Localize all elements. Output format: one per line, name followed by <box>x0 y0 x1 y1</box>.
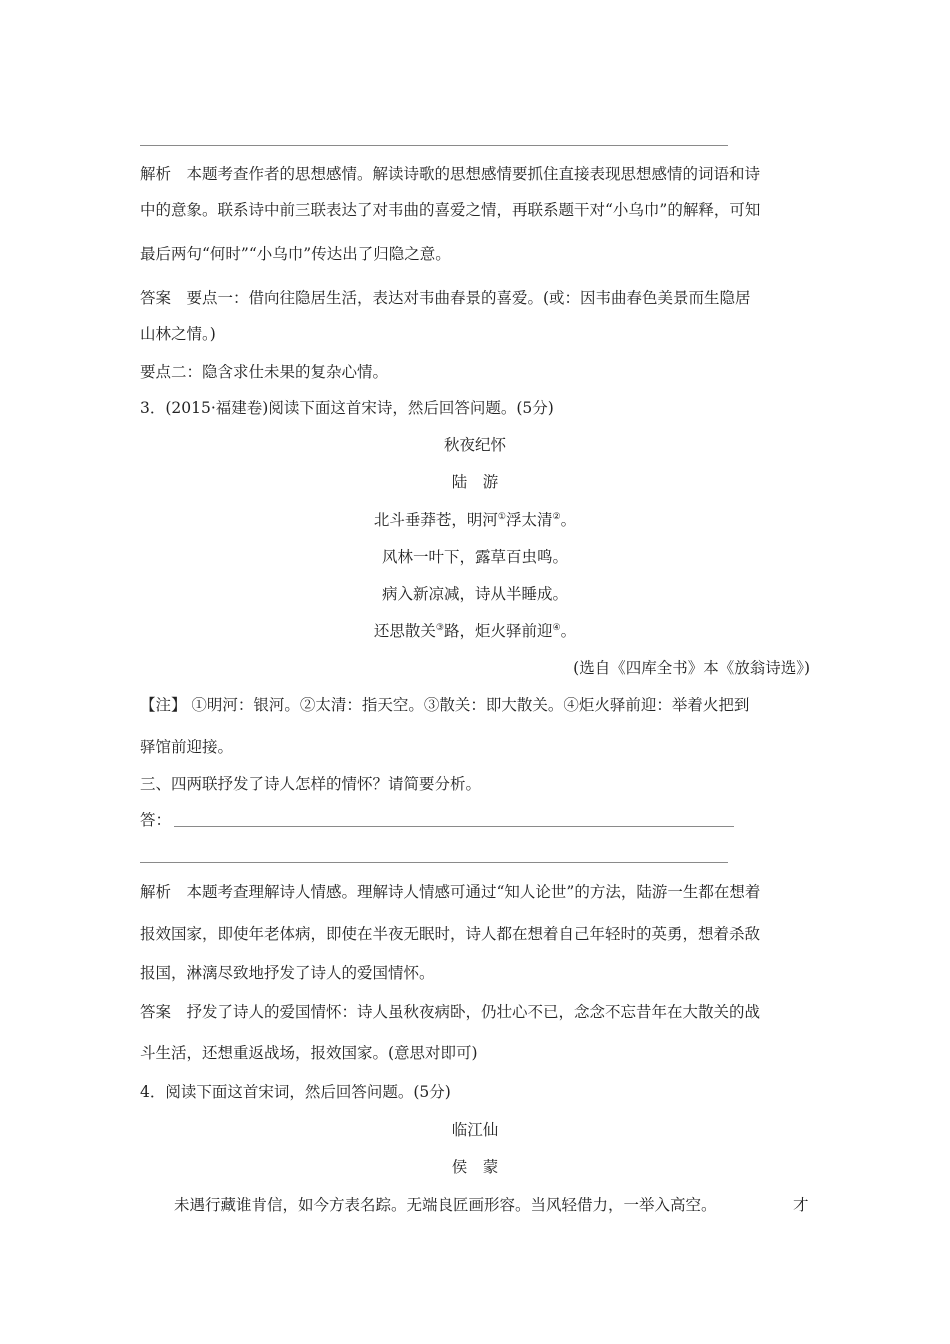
poem-line: 风林一叶下，露草百虫鸣。 <box>381 548 568 566</box>
footnote-marker: ① <box>497 511 506 522</box>
question-3-prompt: 3．(2015·福建卷)阅读下面这首宋诗，然后回答问题。(5分) <box>140 399 554 417</box>
poem-author: 侯 蒙 <box>451 1158 499 1176</box>
poem-text-line-tail: 才 <box>793 1196 809 1214</box>
footnote-marker: ② <box>552 511 561 522</box>
poem-source: (选自《四库全书》本《放翁诗选》) <box>573 659 810 677</box>
analysis-line: 解析 本题考查理解诗人情感。理解诗人情感可通过“知人论世”的方法，陆游一生都在想着 <box>140 883 761 901</box>
poem-author: 陆 游 <box>451 473 499 491</box>
poem-line: 病入新凉减，诗从半睡成。 <box>381 585 568 603</box>
footnote-marker: ③ <box>435 622 444 633</box>
answer-line: 斗生活，还想重返战场，报效国家。(意思对即可) <box>140 1044 478 1062</box>
analysis-line: 最后两句“何时”“小乌巾”传达出了归隐之意。 <box>140 245 451 263</box>
analysis-line: 报效国家，即使年老体病，即使在半夜无眠时，诗人都在想着自己年轻时的英勇，想着杀敌 <box>140 925 761 943</box>
poem-line: 还思散关③路，炬火驿前迎④。 <box>373 622 577 640</box>
question-4-prompt: 4．阅读下面这首宋词，然后回答问题。(5分) <box>140 1083 451 1101</box>
answer-rule-top <box>140 145 728 146</box>
note-line: 【注】 ①明河：银河。②太清：指天空。③散关：即大散关。④炬火驿前迎：举着火把到 <box>140 696 750 714</box>
answer-label: 答： <box>140 811 172 829</box>
answer-line: 答案 要点一：借向往隐居生活，表达对韦曲春景的喜爱。(或：因韦曲春色美景而生隐居 <box>140 289 751 307</box>
poem-title: 临江仙 <box>451 1121 499 1139</box>
question-text: 三、四两联抒发了诗人怎样的情怀？请简要分析。 <box>140 775 482 793</box>
note-line: 驿馆前迎接。 <box>140 738 234 756</box>
poem-line: 北斗垂莽苍，明河①浮太清②。 <box>373 511 577 529</box>
poem-text-line: 未遇行藏谁肯信，如今方表名踪。无端良匠画形容。当风轻借力，一举入高空。 <box>174 1196 717 1214</box>
analysis-line: 中的意象。联系诗中前三联表达了对韦曲的喜爱之情，再联系题干对“小乌巾”的解释，可知 <box>140 201 761 219</box>
footnote-marker: ④ <box>552 622 561 633</box>
analysis-line: 报国，淋漓尽致地抒发了诗人的爱国情怀。 <box>140 964 435 982</box>
answer-input-line[interactable] <box>174 826 734 827</box>
analysis-line: 解析 本题考查作者的思想感情。解读诗歌的思想感情要抓住直接表现思想感情的词语和诗 <box>140 165 761 183</box>
poem-title: 秋夜纪怀 <box>443 436 506 454</box>
answer-line: 山林之情。) <box>140 325 216 343</box>
answer-line: 答案 抒发了诗人的爱国情怀：诗人虽秋夜病卧，仍壮心不已，念念不忘昔年在大散关的战 <box>140 1003 761 1021</box>
answer-rule <box>140 862 728 863</box>
answer-line: 要点二：隐含求仕未果的复杂心情。 <box>140 363 389 381</box>
